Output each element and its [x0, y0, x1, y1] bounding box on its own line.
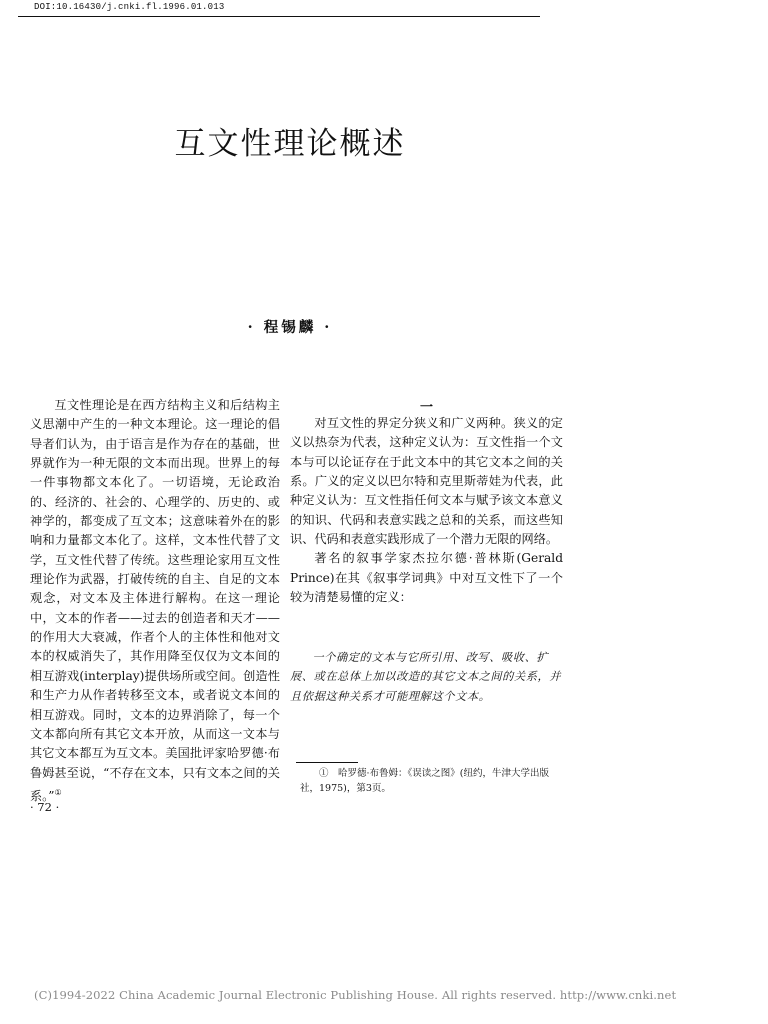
- header-rule: [18, 16, 540, 17]
- article-title: 互文性理论概述: [174, 126, 406, 162]
- body-paragraph: 著名的叙事学家杰拉尔德·普林斯(Gerald Prince)在其《叙事学词典》中对互文性下了一个较为清楚易懂的定义：: [290, 551, 563, 605]
- doi-header: DOI:10.16430/j.cnki.fl.1996.01.013: [34, 2, 225, 12]
- body-paragraph: [30, 396, 280, 806]
- paragraph-text: 互文性理论是在西方结构主义和后结构主义思潮中产生的一种文本理论。这一理论的倡导者们认为，由于语言是作为存在的基础，世界就作为一种无限的文本而出现。世界上的每一件事物都文本化了。一切语境，无论政治的、经济的、社会的、心理学的、历史的、或神学的，都变成了互文本；这意味着外在的影响和力量都文本化了。这样，文本性代替了文学，互文性代替了传统。这些理论家用互文性理论作为武器，打破传统的自主、自足的文本观念，对文本及主体进行解构。在这一理论中，文本的作者——过去的创造者和天才——的作用大大衰减，作者个人的主体性和他对文本的权威消失了，其作用降至仅仅为文本间的相互游戏(interplay)提供场所或空间。创造性和生产力从作者转移至文本，或者说文本间的相互游戏。同时，文本的边界消除了，每一个文本都向所有其它文本开放，从而这一文本与其它文本都互为互文本。美国批评家哈罗德·布鲁姆甚至说，“不存在文本，只有文本之间的关系。”: [30, 398, 280, 803]
- block-quote: [290, 648, 563, 706]
- article-author: · 程锡麟 ·: [247, 319, 333, 336]
- section-heading: 一: [419, 400, 433, 415]
- page-number: · 72 ·: [30, 800, 60, 814]
- left-column: [30, 396, 280, 806]
- right-column: [290, 414, 563, 607]
- footnote-ref[interactable]: ①: [54, 787, 62, 797]
- body-paragraph: 对互文性的界定分狭义和广义两种。狭义的定义以热奈为代表，这种定义认为：互文性指一个文本与可以论证存在于此文本中的其它文本之间的关系。广义的定义以巴尔特和克里斯蒂娃为代表，此种定义认为：互文性指任何文本与赋予该文本意义的知识、代码和表意实践之总和的关系，而这些知识、代码和表意实践形成了一个潜力无限的网络。: [290, 416, 563, 547]
- footnote-rule: [296, 762, 358, 763]
- quote-text: 一个确定的文本与它所引用、改写、吸收、扩展、或在总体上加以改造的其它文本之间的关系，并且依据这种关系才可能理解这个文本。: [290, 651, 562, 703]
- copyright-footer: (C)1994-2022 China Academic Journal Electronic Publishing House. All rights reserved. http://www.cnki.net: [34, 988, 677, 1002]
- footnote: [300, 766, 563, 796]
- footnote-text: ① 哈罗德·布鲁姆：《误读之图》(纽约，牛津大学出版社，1975)，第3页。: [300, 768, 549, 794]
